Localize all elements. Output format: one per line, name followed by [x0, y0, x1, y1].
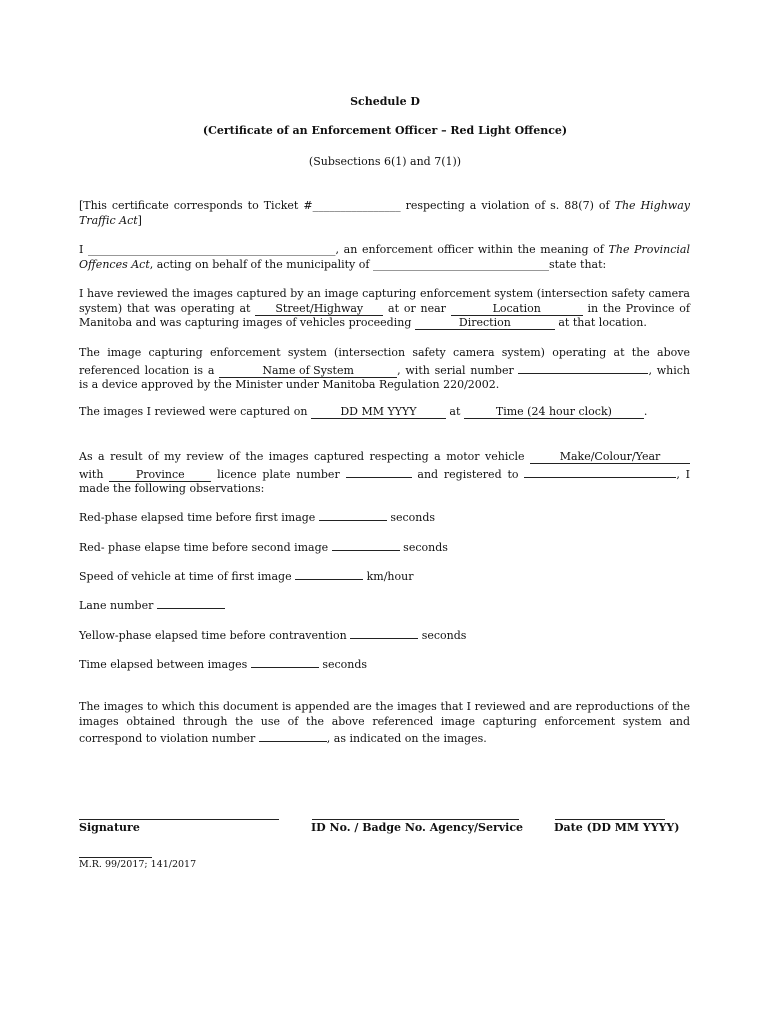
text: As a result of my review of the images captured respecting a motor vehicle [79, 450, 530, 463]
footnote-rule [79, 857, 152, 858]
direction-field[interactable]: Direction [415, 317, 555, 330]
date-label: Date (DD MM YYYY) [554, 821, 680, 834]
appended-images-paragraph [79, 700, 690, 747]
act-name: The Provincial Offences Act [79, 243, 690, 271]
text: , with serial number [397, 363, 519, 377]
text: I have reviewed the images captured by an image capturing enforcement system (intersection safety camera system) that was operating at [79, 287, 690, 315]
text: , acting on behalf of the municipality of [149, 257, 373, 271]
text: in the Province of Manitoba and was capturing images of vehicles proceeding [79, 301, 690, 330]
observation-unit: seconds [322, 658, 368, 671]
licence-plate-field[interactable] [346, 465, 412, 478]
street-field[interactable]: Street/Highway [255, 303, 383, 316]
capture-time-field[interactable]: Time (24 hour clock) [464, 406, 644, 419]
observation-label: Yellow-phase elapsed time before contravention [79, 629, 347, 642]
municipality-blank[interactable]: ________________________________ [372, 257, 549, 271]
observation-row [79, 626, 690, 644]
registered-owner-field[interactable] [524, 465, 676, 478]
violation-number-field[interactable] [259, 729, 327, 742]
text: ] [137, 213, 142, 227]
observation-field[interactable] [295, 567, 363, 580]
ticket-paragraph [79, 199, 690, 228]
observation-unit: seconds [403, 541, 448, 554]
observation-row [79, 538, 690, 556]
text: , which is a device approved by the Minister under Manitoba Regulation 220/2002. [79, 363, 690, 392]
observation-row [79, 596, 690, 614]
capture-time-paragraph [79, 405, 690, 420]
ticket-number-blank[interactable]: ________________ [312, 199, 401, 212]
subsections-reference: (Subsections 6(1) and 7(1)) [308, 155, 462, 168]
text: I [79, 243, 89, 256]
signature-line[interactable] [79, 819, 279, 820]
text: licence plate number [211, 467, 346, 481]
observation-row [79, 567, 690, 585]
text: , as indicated on the images. [326, 732, 487, 746]
observation-row [79, 508, 690, 526]
text: , I made the following observations: [79, 467, 691, 496]
observation-field[interactable] [251, 655, 319, 668]
serial-number-field[interactable] [518, 361, 648, 374]
system-paragraph [79, 346, 690, 393]
text: The image capturing enforcement system (intersection safety camera system) operating at the above referenced location is a [79, 346, 690, 377]
observation-unit: km/hour [366, 570, 414, 583]
observation-row [79, 655, 690, 673]
certificate-subtitle: (Certificate of an Enforcement Officer – Red Light Offence) [202, 124, 568, 137]
text: The images I reviewed were captured on [79, 405, 311, 418]
review-paragraph [79, 287, 690, 331]
observation-field[interactable] [157, 596, 225, 609]
system-name-field[interactable]: Name of System [219, 365, 397, 378]
text: with [79, 467, 110, 481]
officer-paragraph [79, 243, 690, 272]
officer-name-blank[interactable]: _____________________________________________ [88, 243, 336, 256]
observation-label: Speed of vehicle at time of first image [79, 570, 292, 583]
text: and registered to [411, 467, 525, 481]
vehicle-paragraph [79, 450, 690, 497]
id-agency-label: ID No. / Badge No. Agency/Service [311, 821, 524, 834]
observation-field[interactable] [332, 538, 400, 551]
act-name: The Highway Traffic Act [79, 199, 690, 227]
observation-label: Red- phase elapse time before second image [79, 541, 329, 554]
text: [This certificate corresponds to Ticket # [79, 199, 313, 212]
text: The images to which this document is appended are the images that I reviewed and are reproductions of the images obtained through the use of the above referenced image capturing enforcement system and correspond to violation number [79, 700, 690, 746]
text: at or near [383, 301, 451, 315]
province-field[interactable]: Province [109, 469, 211, 482]
observation-field[interactable] [350, 626, 418, 639]
observation-label: Lane number [79, 599, 154, 612]
regulation-reference: M.R. 99/2017; 141/2017 [79, 859, 197, 870]
text: respecting a violation of s. 88(7) of [400, 199, 615, 212]
vehicle-field[interactable]: Make/Colour/Year [530, 451, 690, 464]
date-line[interactable] [555, 819, 665, 820]
observation-unit: seconds [390, 511, 436, 524]
observation-label: Time elapsed between images [79, 658, 248, 671]
location-field[interactable]: Location [451, 303, 583, 316]
id-badge-line[interactable] [312, 819, 519, 820]
schedule-title: Schedule D [350, 95, 420, 108]
observation-field[interactable] [319, 508, 387, 521]
text: , an enforcement officer within the meaning of [335, 243, 609, 256]
text: at that location. [554, 316, 647, 330]
observation-label: Red-phase elapsed time before first image [79, 511, 316, 524]
signature-label: Signature [79, 821, 140, 834]
capture-date-field[interactable]: DD MM YYYY [311, 406, 446, 419]
text: at [445, 405, 464, 418]
text: . [643, 405, 648, 418]
observation-unit: seconds [421, 629, 467, 642]
text: state that: [548, 257, 607, 271]
